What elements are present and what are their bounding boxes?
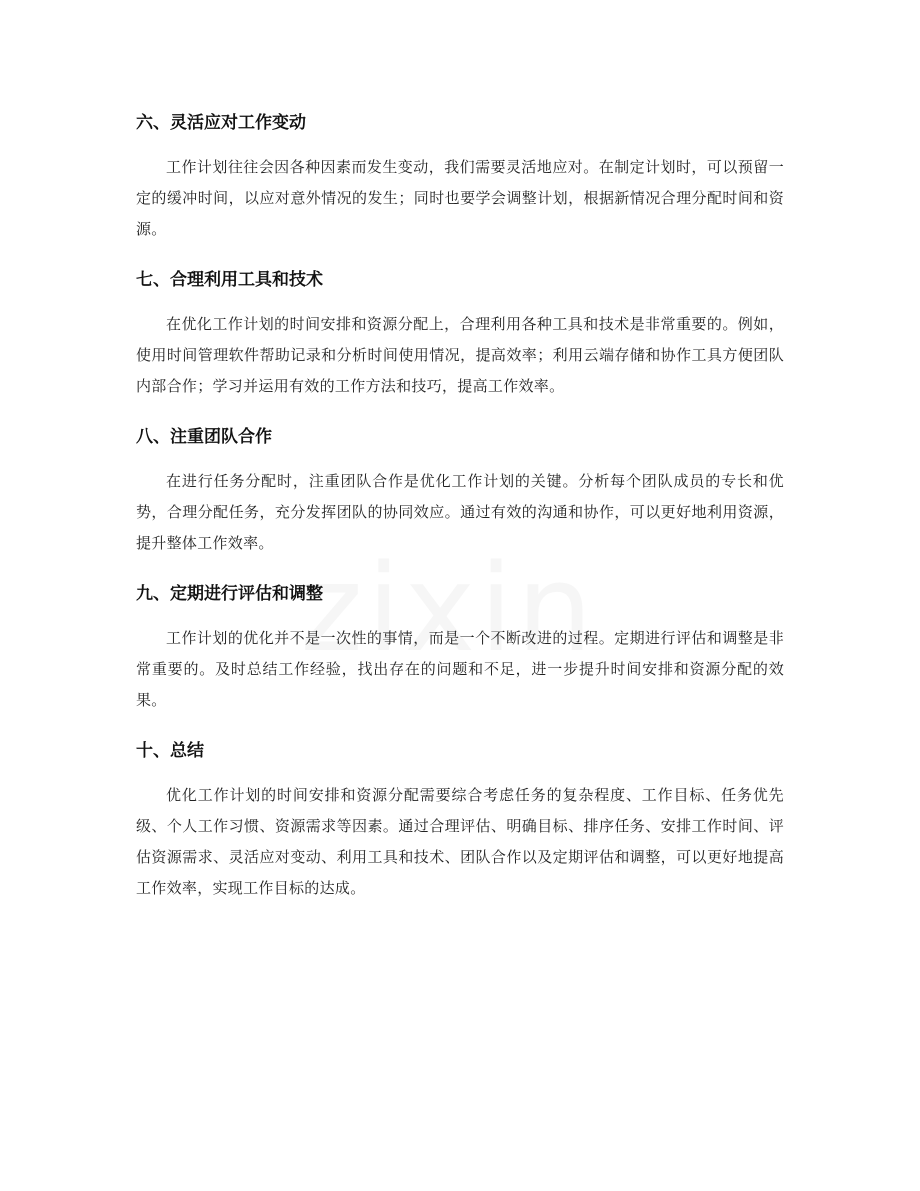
document-content: [136, 108, 784, 924]
section-heading: 六、灵活应对工作变动: [136, 113, 306, 133]
section-paragraph: 优化工作计划的时间安排和资源分配需要综合考虑任务的复杂程度、工作目标、任务优先级、个人工作习惯、资源需求等因素。通过合理评估、明确目标、排序任务、安排工作时间、评估资源需求、灵活应对变动、利用工具和技术、团队合作以及定期评估和调整，可以更好地提高工作效率，实现工作目标的达成。: [136, 786, 784, 897]
section-7: [136, 265, 784, 402]
section-paragraph: 在进行任务分配时，注重团队合作是优化工作计划的关键。分析每个团队成员的专长和优势，合理分配任务，充分发挥团队的协同效应。通过有效的沟通和协作，可以更好地利用资源，提升整体工作效率。: [136, 472, 784, 552]
section-paragraph: 工作计划往往会因各种因素而发生变动，我们需要灵活地应对。在制定计划时，可以预留一定的缓冲时间，以应对意外情况的发生；同时也要学会调整计划，根据新情况合理分配时间和资源。: [136, 158, 784, 238]
section-heading: 七、合理利用工具和技术: [136, 270, 323, 290]
section-6: [136, 108, 784, 245]
section-paragraph: 在优化工作计划的时间安排和资源分配上，合理利用各种工具和技术是非常重要的。例如，使用时间管理软件帮助记录和分析时间使用情况，提高效率；利用云端存储和协作工具方便团队内部合作；学习并运用有效的工作方法和技巧，提高工作效率。: [136, 315, 784, 395]
section-heading: 十、总结: [136, 741, 204, 761]
section-heading: 八、注重团队合作: [136, 427, 272, 447]
section-paragraph: 工作计划的优化并不是一次性的事情，而是一个不断改进的过程。定期进行评估和调整是非常重要的。及时总结工作经验，找出存在的问题和不足，进一步提升时间安排和资源分配的效果。: [136, 629, 784, 709]
section-10: [136, 736, 784, 904]
section-8: [136, 422, 784, 559]
section-9: [136, 579, 784, 716]
section-heading: 九、定期进行评估和调整: [136, 584, 323, 604]
